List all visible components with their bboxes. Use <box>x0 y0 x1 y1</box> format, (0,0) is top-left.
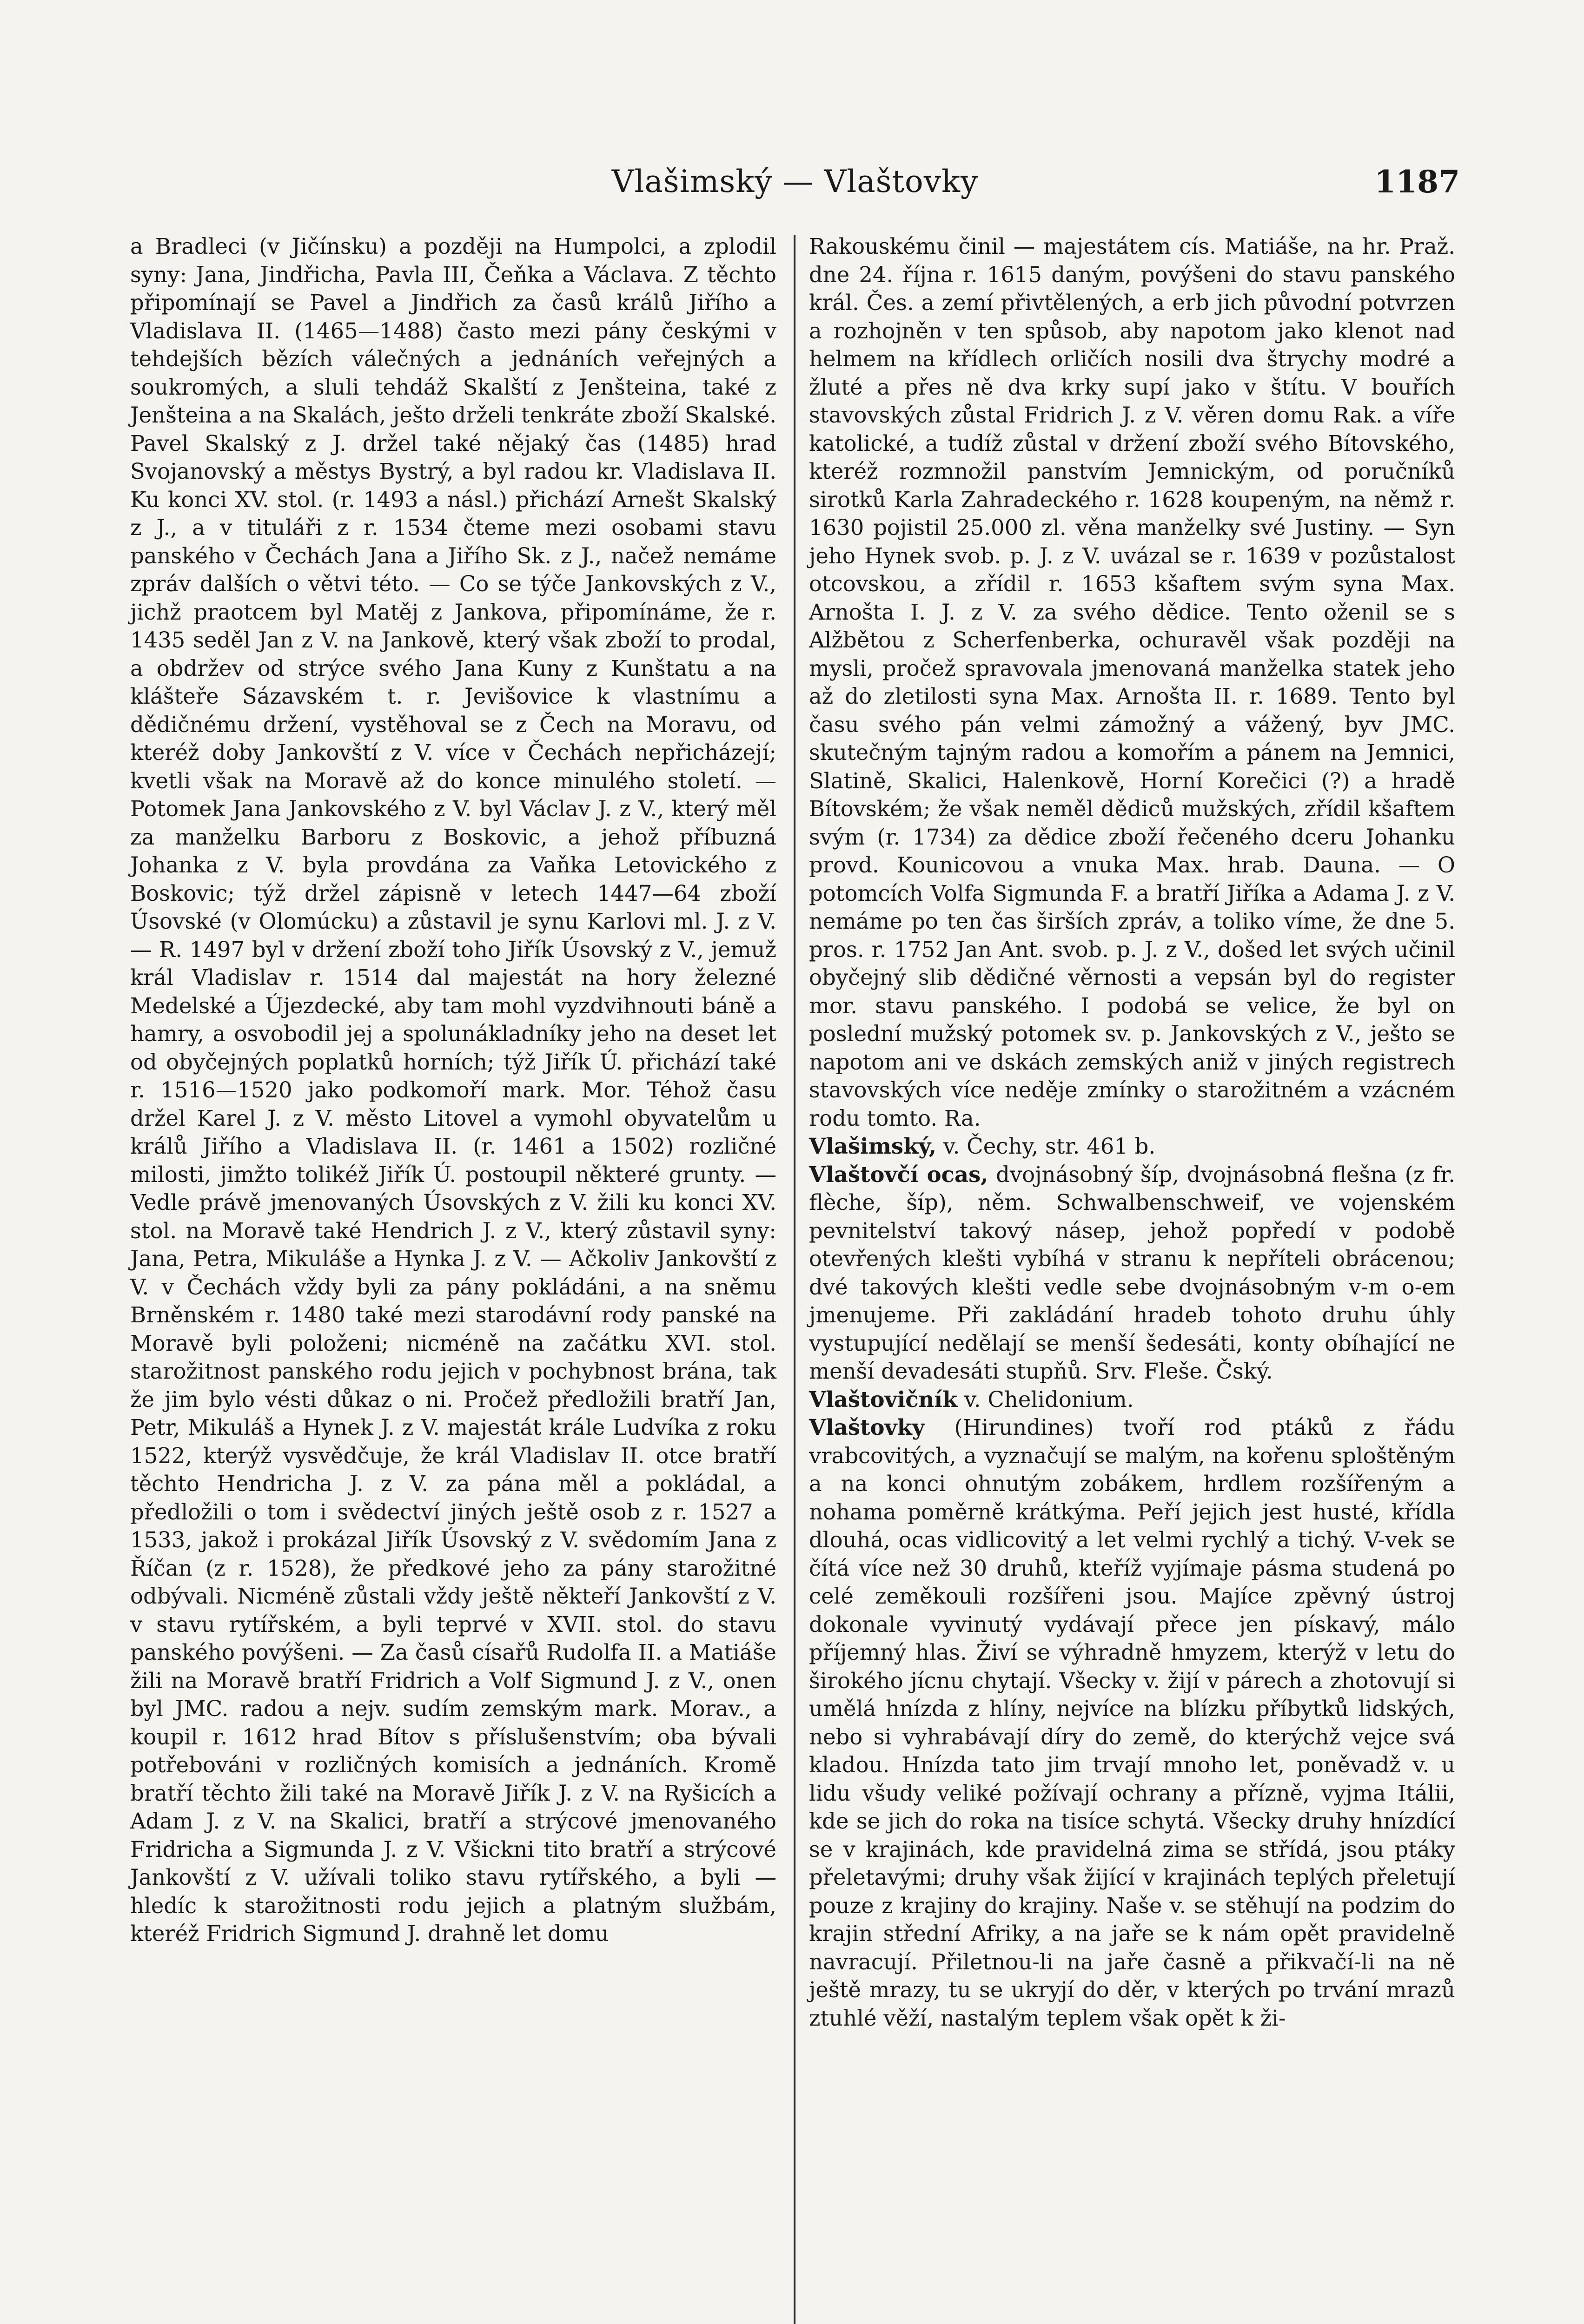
entry-vlastovicnik <box>809 1386 1455 1414</box>
right-column <box>809 232 1455 2032</box>
entry-headword: Vlaštovčí ocas, <box>809 1161 988 1187</box>
entry-vlasimsky <box>809 1132 1455 1161</box>
column-divider <box>794 235 795 2324</box>
entry-continuation-text: Rakouskému činil — majestátem cís. Matiáše, na hr. Praž. dne 24. října r. 1615 daným, povýšeni do stavu panského král. Čes. a zemí přivtělených, a erb jich původní potvrzen a rozhojněn v ten spůsob, aby napotom jako klenot nad helmem na křídlech orličích nosili dva štrychy modré a žluté a přes ně dva krky supí jako v štítu. V bouřích stavovských zůstal Fridrich J. z V. věren domu Rak. a víře katolické, a tudíž zůstal v držení zboží svého Bítovského, kteréž rozmnožil panstvím Jemnickým, od poručníků sirotků Karla Zahradeckého r. 1628 koupeným, na němž r. 1630 pojistil 25.000 zl. věna manželky své Justiny. — Syn jeho Hynek svob. p. J. z V. uvázal se r. 1639 v pozůstalost otcovskou, a zřídil r. 1653 kšaftem svým syna Max. Arnošta I. J. z V. za svého dědice. Tento oženil se s Alžbětou z Scherfenberka, ochuravěl však později na mysli, pročež spravovala jmenovaná manželka statek jeho až do zletilosti syna Max. Arnošta II. r. 1689. Tento byl času svého pán velmi zámožný a vážený, byv JMC. skutečným tajným radou a komořím a pánem na Jemnici, Slatině, Skalici, Halenkově, Horní Korečici (?) a hradě Bítovském; že však neměl dědiců mužských, zřídil kšaftem svým (r. 1734) za dědice zboží řečeného dceru Johanku provd. Kounicovou a vnuka Max. hrab. Dauna. — O potomcích Volfa Sigmunda F. a bratří Jiříka a Adama J. z V. nemáme po ten čas širších zpráv, a toliko víme, že dne 5. pros. r. 1752 Jan Ant. svob. p. J. z V., došed let svých učinil obyčejný slib dědičné věrnosti a vepsán byl do register mor. stavu panského. I podobá se velice, že byl on poslední mužský potomek sv. p. Jankovských z V., ješto se napotom ani ve dskách zemských aniž v jiných registrech stavovských více neděje zmínky o starožitném a vzácném rodu tomto. Ra. <box>809 234 1455 1131</box>
entry-headword: Vlaštovky <box>809 1414 925 1440</box>
entry-vlastovci-ocas <box>809 1161 1455 1386</box>
left-column <box>130 232 776 1948</box>
entry-vlastovky <box>809 1413 1455 2032</box>
entry-text: dvojnásobný šíp, dvojnásobná flešna (z fr. flèche, šíp), něm. Schwalbenschweif, ve vojenském pevnitelství takový násep, jehož popředí v podobě otevřených klešti vybíhá v stranu k nepříteli obrácenou; dvé takových klešti vedle sebe dvojnásobným v-m o-em jmenujeme. Při zakládání hradeb tohoto druhu úhly vystupující nedělají se menší šedesáti, konty obíhající ne menší devadesáti stupňů. Srv. Fleše. Čský. <box>809 1162 1456 1384</box>
entry-headword: Vlašimský, <box>809 1133 937 1159</box>
running-title: Vlašimský — Vlaštovky <box>611 164 979 199</box>
left-column-text: a Bradleci (v Jičínsku) a později na Humpolci, a zplodil syny: Jana, Jindřicha, Pavla III, Čeňka a Václava. Z těchto připomínají se Pavel a Jindřich za časů králů Jiřího a Vladislava II. (1465—1488) často mezi pány českými v tehdejších bězích válečných a jednáních veřejných a soukromých, a sluli tehdáž Skalští z Jenšteina, také z Jenšteina a na Skalách, ješto drželi tenkráte zboží Skalské. Pavel Skalský z J. držel také nějaký čas (1485) hrad Svojanovský a městys Bystrý, a byl radou kr. Vladislava II. Ku konci XV. stol. (r. 1493 a násl.) přichází Arnešt Skalský z J., a v tituláři z r. 1534 čteme mezi osobami stavu panského v Čechách Jana a Jiřího Sk. z J., načež nemáme zpráv dalších o větvi této. — Co se týče Jankovských z V., jichž praotcem byl Matěj z Jankova, připomínáme, že r. 1435 seděl Jan z V. na Jankově, který však zboží to prodal, a obdržev od strýce svého Jana Kuny z Kunštatu a na klášteře Sázavském t. r. Jevišovice k vlastnímu a dědičnému držení, vystěhoval se z Čech na Moravu, od kteréž doby Jankovští z V. více v Čechách nepřicházejí; kvetli však na Moravě až do konce minulého století. — Potomek Jana Jankovského z V. byl Václav J. z V., který měl za manželku Barboru z Boskovic, a jehož příbuzná Johanka z V. byla provdána za Vaňka Letovického z Boskovic; týž držel zápisně v letech 1447—64 zboží Úsovské (v Olomúcku) a zůstavil je synu Karlovi ml. J. z V. — R. 1497 byl v držení zboží toho Jiřík Úsovský z V., jemuž král Vladislav r. 1514 dal majestát na hory železné Medelské a Újezdecké, aby tam mohl vyzdvihnouti báně a hamry, a osvobodil jej a spolunákladníky jeho na deset let od obyčejných poplatků horních; týž Jiřík Ú. přichází také r. 1516—1520 jako podkomoří mark. Mor. Téhož času držel Karel J. z V. město Litovel a vymohl obyvatelům u králů Jiřího a Vladislava II. (r. 1461 a 1502) rozličné milosti, jimžto tolikéž Jiřík Ú. postoupil některé grunty. — Vedle právě jmenovaných Úsovských z V. žili ku konci XV. stol. na Moravě také Hendrich J. z V., který zůstavil syny: Jana, Petra, Mikuláše a Hynka J. z V. — Ačkoliv Jankovští z V. v Čechách vždy byli za pány pokládáni, a na sněmu Brněnském r. 1480 také mezi starodávní rody panské na Moravě byli položeni; nicméně na začátku XVI. stol. starožitnost panského rodu jejich v pochybnost brána, tak že jim bylo vésti důkaz o ni. Pročež předložili bratří Jan, Petr, Mikuláš a Hynek J. z V. majestát krále Ludvíka z roku 1522, kterýž vysvědčuje, že král Vladislav II. otce bratří těchto Hendricha J. z V. za pána měl a pokládal, a předložili o tom i svědectví jiných ještě osob z r. 1527 a 1533, jakož i prokázal Jiřík Úsovský z V. svědomím Jana z Říčan (z r. 1528), že předkové jeho za pány starožitné odbývali. Nicméně zůstali vždy ještě někteří Jankovští z V. v stavu rytířském, a byli teprvé v XVII. stol. do stavu panského povýšeni. — Za časů císařů Rudolfa II. a Matiáše žili na Moravě bratří Fridrich a Volf Sigmund J. z V., onen byl JMC. radou a nejv. sudím zemským mark. Morav., a koupil r. 1612 hrad Bítov s příslušenstvím; oba bývali potřebováni v rozličných komisích a jednáních. Kromě bratří těchto žili také na Moravě Jiřík J. z V. na Ryšicích a Adam J. z V. na Skalici, bratří a strýcové jmenovaného Fridricha a Sigmunda J. z V. Všickni tito bratří a strýcové Jankovští z V. užívali toliko stavu rytířského, a byli — hledíc k starožitnosti rodu jejich a platným službám, kteréž Fridrich Sigmund J. drahně let domu <box>130 234 776 1946</box>
entry-text: v. Čechy, str. 461 b. <box>943 1134 1156 1159</box>
entry-text: v. Chelidonium. <box>964 1386 1134 1412</box>
page-number: 1187 <box>1374 164 1460 200</box>
page-header <box>130 164 1460 205</box>
entry-text: (Hirundines) tvoří rod ptáků z řádu vrabcovitých, a vyznačují se malým, na kořenu sploštěným a na konci ohnutým zobákem, hrdlem rozšířeným a nohama poměrně krátkýma. Peří jejich jest husté, křídla dlouhá, ocas vidlicovitý a let velmi rychlý a tichý. V-vek se čítá více než 30 druhů, kteříž vyjímaje pásma studená po celé zeměkouli rozšířeni jsou. Majíce zpěvný ústroj dokonale vyvinutý vydávají přece jen pískavý, málo příjemný hlas. Živí se výhradně hmyzem, kterýž v letu do širokého jícnu chytají. Všecky v. žijí v párech a zhotovují si umělá hnízda z hlíny, nejvíce na blízku příbytků lidských, nebo si vyhrabávají díry do země, do kterýchž vejce svá kladou. Hnízda tato jim trvají mnoho let, poněvadž v. u lidu všudy veliké požívají ochrany a přízně, vyjma Itálii, kde se jich do roka na tisíce schytá. Všecky druhy hnízdící se v krajinách, kde pravidelná zima se střídá, jsou ptáky přeletavými; druhy však žijící v krajinách teplých přeletují pouze z krajiny do krajiny. Naše v. se stěhují na podzim do krajin střední Afriky, a na jaře se k nám opět pravidelně navracují. Přiletnou-li na jaře časně a přikvačí-li na ně ještě mrazy, tu se ukryjí do děr, v kterých po trvání mrazů ztuhlé věží, nastalým teplem však opět k ži- <box>809 1415 1455 2031</box>
entry-continuation <box>809 232 1455 1132</box>
entry-headword: Vlaštovičník <box>809 1386 958 1412</box>
